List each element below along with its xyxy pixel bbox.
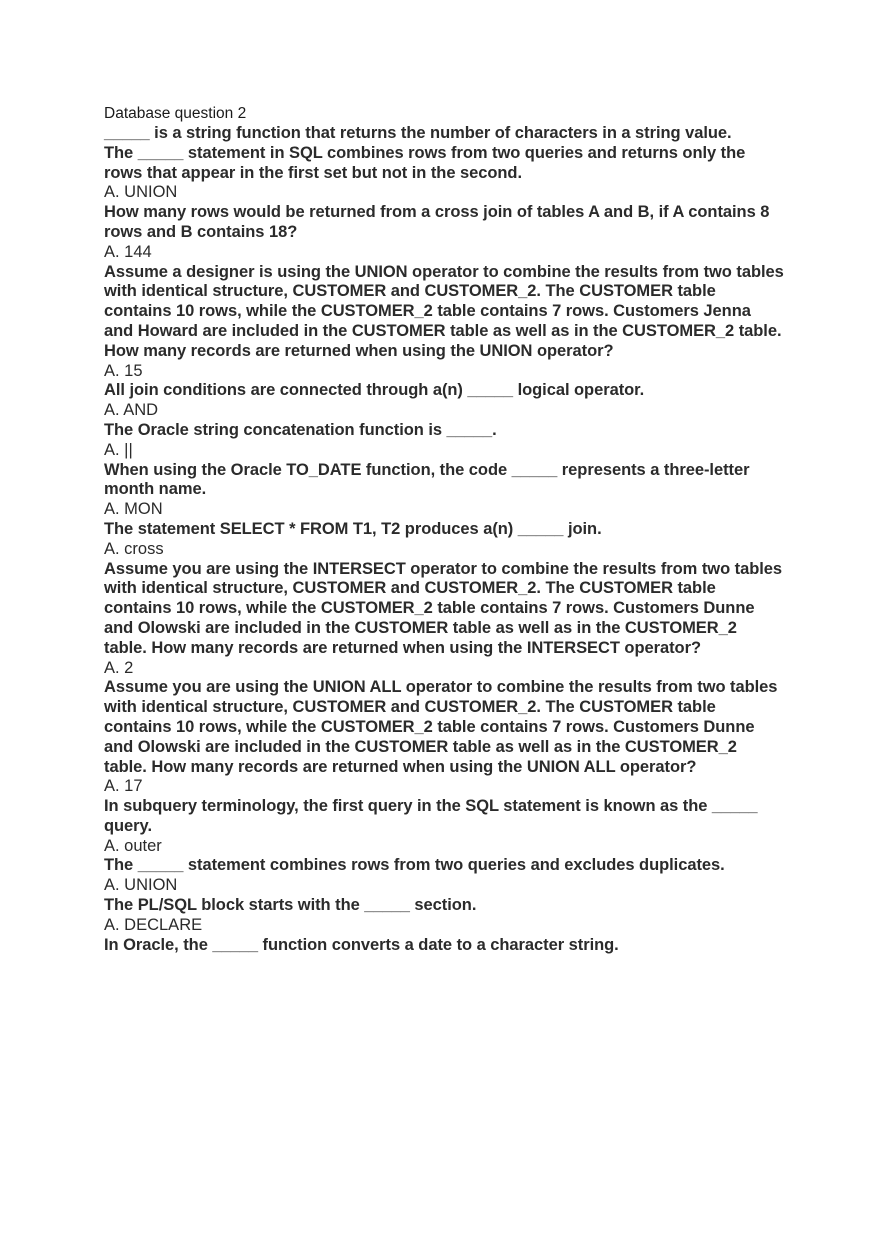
answer-8: A. cross	[104, 539, 164, 558]
answer-12: A. UNION	[104, 876, 178, 895]
answer-7: A. MON	[104, 500, 163, 519]
answer-9: A. 2	[104, 658, 134, 677]
answer-13: A. DECLARE	[104, 915, 203, 934]
question-4: Assume a designer is using the UNION operator to combine the results from two tables with identical structure, CUSTOMER and CUSTOMER_2. The CUSTOMER table contains 10 rows, while the CUSTOMER_2 table contains 7 rows. Customers Jenna and Howard are included in the CUSTOMER table as well as in the CUSTOMER_2 table. How many records are returned when using the UNION operator?	[104, 262, 784, 360]
answer-11: A. outer	[104, 836, 162, 855]
question-7: When using the Oracle TO_DATE function, the code _____ represents a three-letter month name.	[104, 460, 750, 499]
question-5: All join conditions are connected through a(n) _____ logical operator.	[104, 381, 645, 400]
answer-5: A. AND	[104, 401, 159, 420]
question-9: Assume you are using the INTERSECT operator to combine the results from two tables with identical structure, CUSTOMER and CUSTOMER_2. The CUSTOMER table contains 10 rows, while the CUSTOMER_2 table contains 7 rows. Customers Dunne and Olowski are included in the CUSTOMER table as well as in the CUSTOMER_2 table. How many records are returned when using the INTERSECT operator?	[104, 559, 783, 657]
question-13: The PL/SQL block starts with the _____ section.	[104, 896, 477, 915]
answer-6: A. ||	[104, 440, 133, 459]
answer-10: A. 17	[104, 777, 143, 796]
answer-2: A. UNION	[104, 183, 178, 202]
question-1: _____ is a string function that returns the number of characters in a string value.	[104, 124, 732, 142]
qa-list	[104, 124, 784, 955]
question-11: In subquery terminology, the first query in the SQL statement is known as the _____ query.	[104, 797, 758, 835]
document-title: Database question 2	[104, 105, 247, 122]
question-2: The _____ statement in SQL combines rows from two queries and returns only the rows that appear in the first set but not in the second.	[104, 143, 746, 182]
question-6: The Oracle string concatenation function is _____.	[104, 420, 497, 439]
answer-3: A. 144	[104, 242, 152, 261]
question-3: How many rows would be returned from a cross join of tables A and B, if A contains 8 rows and B contains 18?	[104, 203, 770, 241]
document-body	[104, 104, 784, 955]
question-10: Assume you are using the UNION ALL operator to combine the results from two tables with identical structure, CUSTOMER and CUSTOMER_2. The CUSTOMER table contains 10 rows, while the CUSTOMER_2 table contains 7 rows. Customers Dunne and Olowski are included in the CUSTOMER table as well as in the CUSTOMER_2 table. How many records are returned when using the UNION ALL operator?	[104, 678, 778, 776]
question-14: In Oracle, the _____ function converts a date to a character string.	[104, 935, 619, 954]
question-12: The _____ statement combines rows from two queries and excludes duplicates.	[104, 856, 725, 875]
answer-4: A. 15	[104, 361, 143, 380]
question-8: The statement SELECT * FROM T1, T2 produces a(n) _____ join.	[104, 519, 602, 538]
